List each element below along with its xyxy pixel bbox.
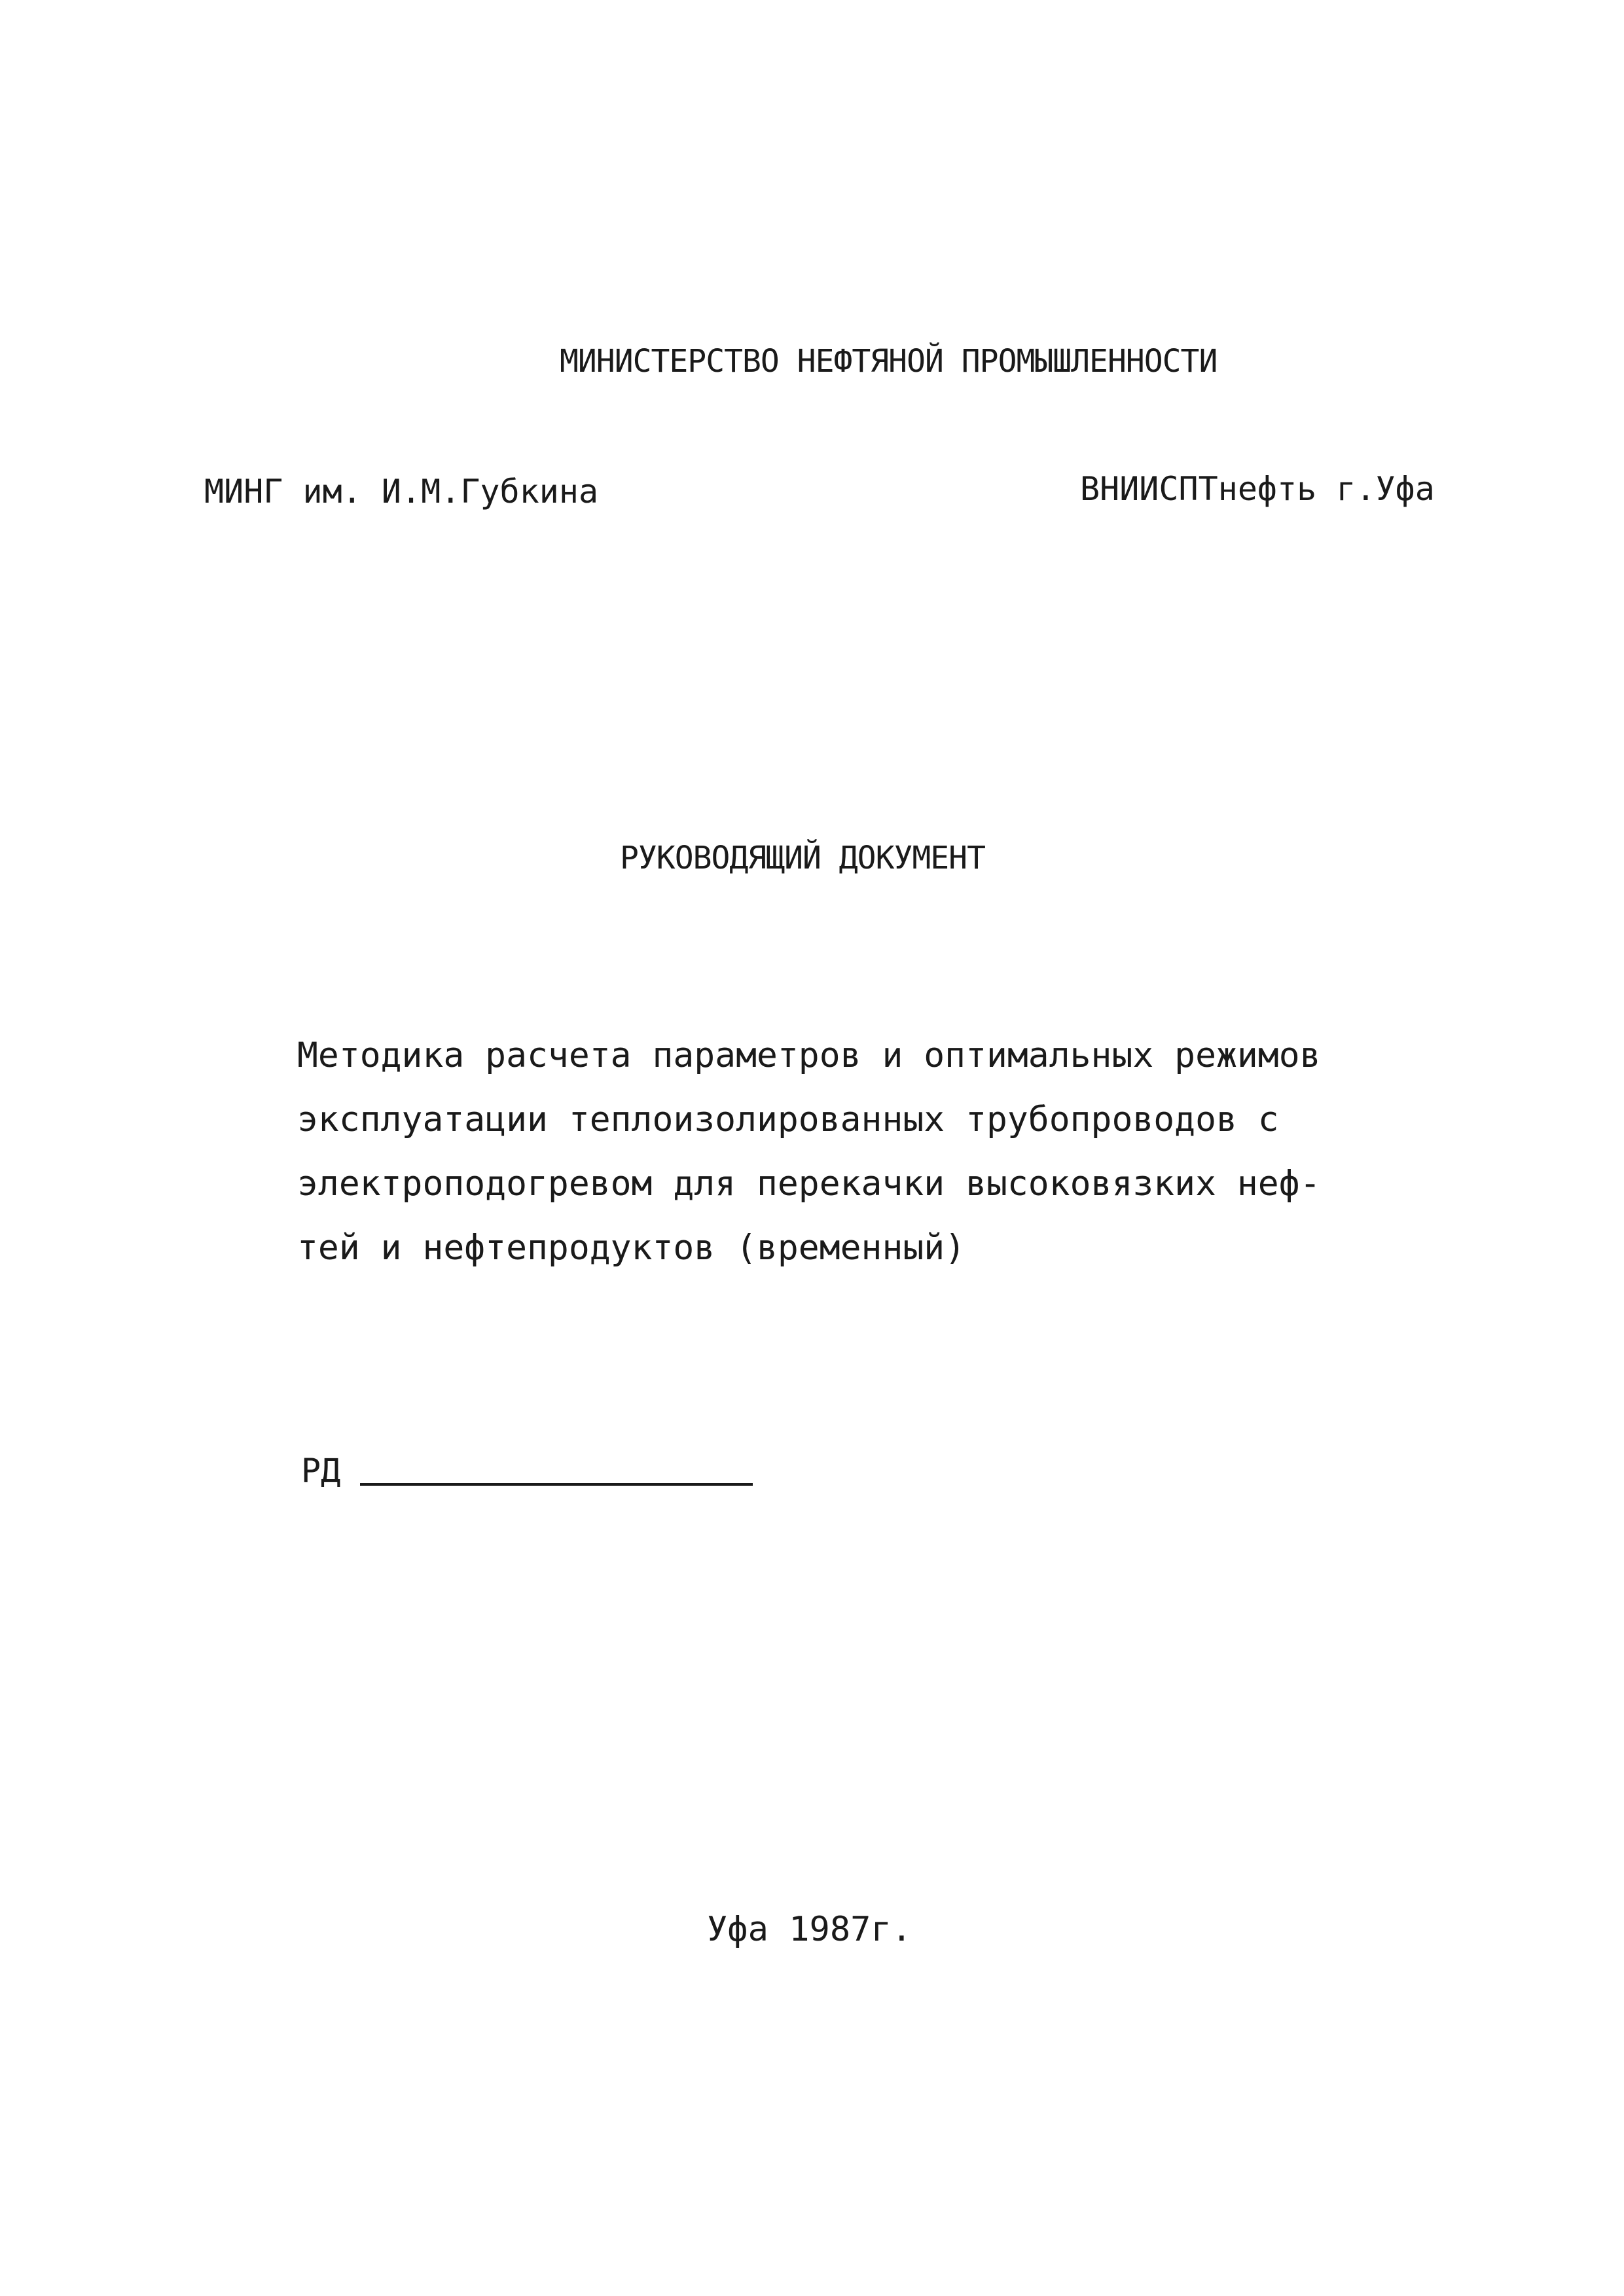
institute-right: ВНИИСПТнефть г.Уфа [1080, 470, 1435, 508]
document-type-heading: РУКОВОДЯЩИЙ ДОКУМЕНТ [620, 840, 985, 876]
ministry-heading: МИНИСТЕРСТВО НЕФТЯНОЙ ПРОМЫШЛЕННОСТИ [560, 343, 1218, 380]
title-line: эксплуатации теплоизолированных трубопроводов с [297, 1100, 1279, 1139]
city-year: Уфа 1987г. [707, 1910, 912, 1949]
title-line: тей и нефтепродуктов (временный) [297, 1228, 966, 1268]
institute-left: МИНГ им. И.М.Губкина [204, 473, 599, 511]
title-line: Методика расчета параметров и оптимальных режимов [297, 1035, 1321, 1075]
rd-blank-line [360, 1483, 753, 1486]
rd-label: РД [301, 1452, 341, 1490]
document-title [297, 1024, 1321, 1280]
rd-number-field [301, 1452, 753, 1490]
title-line: электроподогревом для перекачки высоковязких неф- [297, 1164, 1321, 1204]
